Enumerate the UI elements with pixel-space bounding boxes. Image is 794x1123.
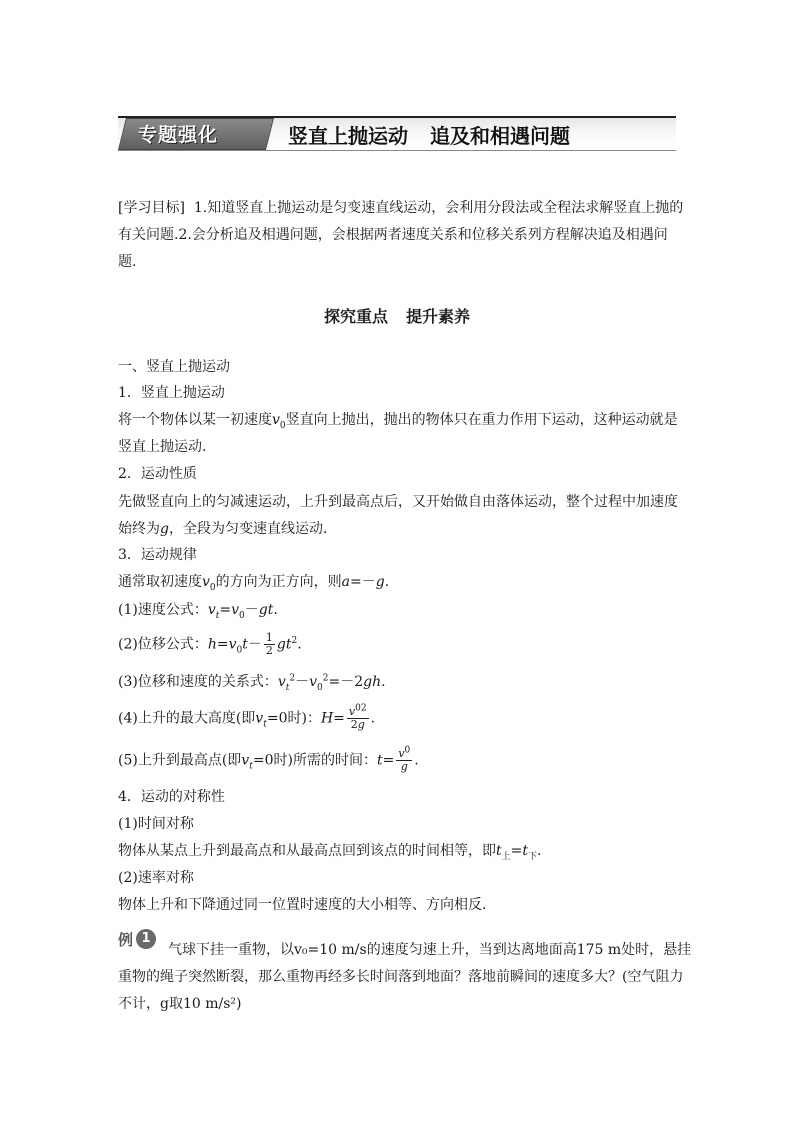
page-title-part-b: 追及和相遇问题 — [430, 124, 570, 148]
page-title-part-a: 竖直上抛运动 — [288, 124, 408, 148]
formula-4-label-a: (4)上升的最大高度(即 — [118, 710, 256, 727]
formula-rise-time: (5)上升到最高点(即$v_t=0$时)所需的时间：t= $\frac{v^0}{g}$ . — [118, 745, 419, 773]
example-line-3: 不计，g取10 m/s²) — [118, 996, 242, 1012]
example-badge — [118, 928, 156, 950]
s2-text-line-2: 始终为g，全段为匀变速直线运动. — [118, 521, 328, 537]
s4-text-1: 物体从某点上升到最高点和从最高点回到该点的时间相等，即$t_上=t_下$. — [118, 843, 542, 862]
section-title-a: 探究重点 — [323, 307, 388, 326]
objectives-line-1 — [118, 198, 683, 218]
s3-intro: 通常取初速度$v_0$的方向为正方向，则a=－g. — [118, 574, 390, 593]
banner-bottom-rule — [118, 150, 676, 151]
s2-text-2a: 始终为 — [118, 521, 160, 537]
example-line-1: 气球下挂一重物，以v₀=10 m/s的速度匀速上升，当到达离地面高175 m处时，悬挂 — [168, 942, 692, 958]
s1-text-line-1: 将一个物体以某一初速度$v_0$竖直向上抛出，抛出的物体只在重力作用下运动，这种运动就是 — [118, 412, 678, 431]
s4-sub-2: (2)速率对称 — [118, 870, 194, 886]
formula-4-label-b: =0时)： — [266, 710, 321, 727]
objectives-label: [学习目标] — [118, 200, 185, 216]
formula-2-label: (2)位移公式： — [118, 636, 208, 653]
topic-tag-label: 专题强化 — [138, 124, 219, 146]
example-line-2: 重物的绳子突然断裂，那么重物再经多长时间落到地面？落地前瞬间的速度多大？(空气阻力 — [118, 969, 684, 985]
objectives-line-3: 题. — [118, 254, 137, 270]
formula-displacement: (2)位移公式：$h=v_0t-$ $\frac{1}{2}$ $gt^2$. — [118, 631, 302, 657]
fraction-half: $\frac{1}{2}$ — [265, 631, 273, 657]
subheading-4: 4．运动的对称性 — [118, 789, 225, 805]
subheading-3: 3．运动规律 — [118, 547, 197, 563]
fraction-v0sq-over-2g: $\frac{v^{02}}{2g}$ — [348, 703, 367, 731]
example-number-badge: 1 — [136, 929, 156, 949]
formula-1-label: (1)速度公式： — [118, 602, 208, 618]
s1-text-1a: 将一个物体以某一初速度 — [118, 412, 272, 428]
example-label: 例 — [118, 930, 134, 949]
section-title — [0, 304, 794, 327]
page-title — [288, 120, 570, 149]
subheading-1: 1．竖直上抛运动 — [118, 385, 225, 401]
heading-vertical-throw: 一、竖直上抛运动 — [118, 359, 230, 375]
formula-3-label: (3)位移和速度的关系式： — [118, 674, 278, 690]
formula-velocity: (1)速度公式：$v_t=v_0-gt$. — [118, 602, 278, 621]
s1-text-line-2: 竖直上抛运动. — [118, 439, 207, 455]
objectives-text-1: 1.知道竖直上抛运动是匀变速直线运动，会利用分段法或全程法求解竖直上抛的 — [193, 200, 684, 216]
s4-text-1-body: 物体从某点上升到最高点和从最高点回到该点的时间相等，即 — [118, 843, 496, 859]
fraction-v0-over-g: $\frac{v^0}{g}$ — [398, 745, 411, 773]
objectives-line-2: 有关问题.2.会分析追及相遇问题，会根据两者速度关系和位移关系列方程解决追及相遇问 — [118, 227, 668, 243]
subheading-2: 2．运动性质 — [118, 466, 197, 482]
formula-5-label-b: =0时)所需的时间： — [252, 752, 377, 769]
s4-text-2: 物体上升和下降通过同一位置时速度的大小相等、方向相反. — [118, 897, 487, 913]
s4-sub-1: (1)时间对称 — [118, 816, 194, 832]
s2-text-2b: ，全段为匀变速直线运动. — [168, 521, 328, 537]
formula-relation: (3)位移和速度的关系式：$v_t^2-v_0^2=-2gh$. — [118, 673, 386, 693]
s1-text-1b: 竖直向上抛出，抛出的物体只在重力作用下运动，这种运动就是 — [285, 412, 678, 428]
s3-intro-b: 的方向为正方向，则 — [215, 574, 342, 590]
formula-5-label-a: (5)上升到最高点(即 — [118, 752, 242, 769]
s2-text-line-1: 先做竖直向上的匀减速运动，上升到最高点后，又开始做自由落体运动，整个过程中加速度 — [118, 494, 678, 510]
title-banner — [118, 116, 676, 152]
s3-intro-a: 通常取初速度 — [118, 574, 202, 590]
formula-max-height: (4)上升的最大高度(即$v_t=0$时)：H= $\frac{v^{02}}{2g}$ . — [118, 703, 376, 731]
section-title-b: 提升素养 — [406, 307, 471, 326]
